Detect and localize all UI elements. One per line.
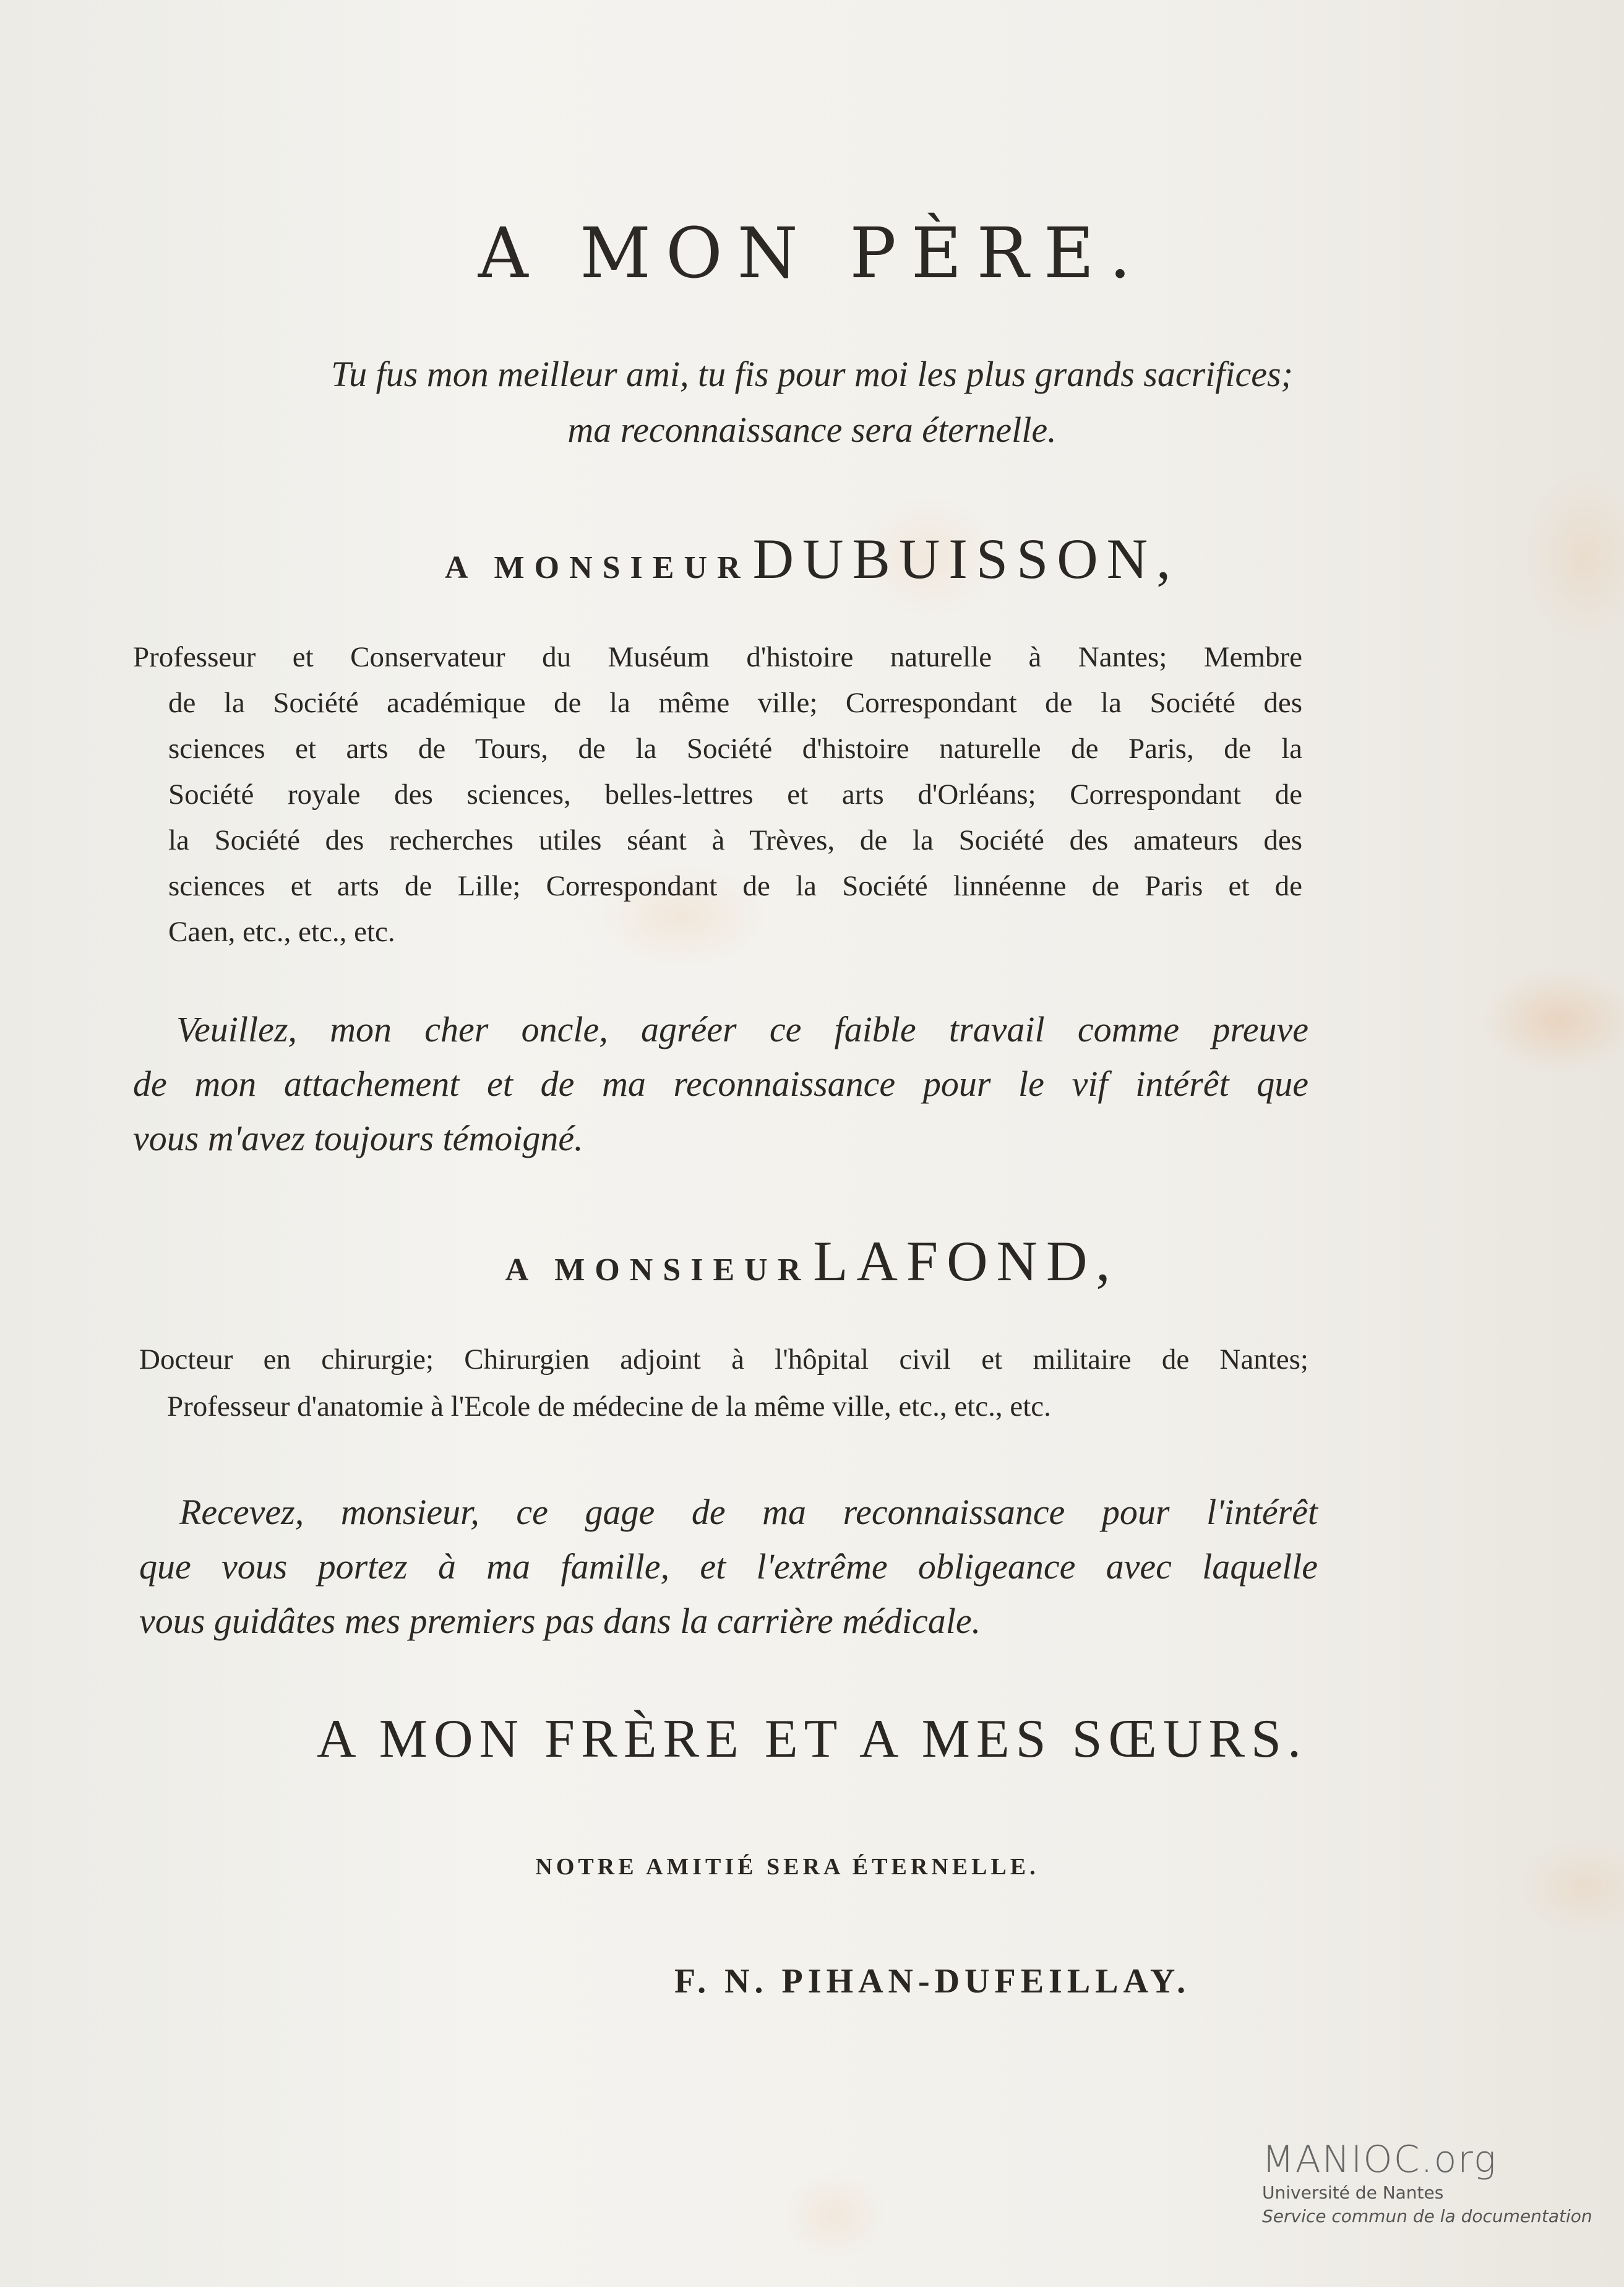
siblings-line-wrap <box>0 1853 1599 1880</box>
lafond-message-line-3: vous guidâtes mes premiers pas dans la carrière médicale. <box>139 1601 981 1641</box>
lafond-heading <box>0 1228 1624 1294</box>
signature: F. N. PIHAN-DUFEILLAY. <box>674 1962 1191 2001</box>
dubuisson-prefix: A MONSIEUR <box>444 550 750 585</box>
father-line-2: ma reconnaissance sera éternelle. <box>567 410 1057 450</box>
watermark-line-2: Service commun de la documentation <box>1262 2206 1592 2226</box>
dubuisson-message <box>133 1002 1308 1166</box>
lafond-titles-line-1: Docteur en chirurgie; Chirurgien adjoint à l'hôpital civil et militaire de Nantes; <box>139 1343 1308 1376</box>
lafond-name: LAFOND, <box>813 1230 1119 1293</box>
father-dedication-title <box>0 213 1624 294</box>
father-title: A MON PÈRE. <box>478 213 1146 294</box>
dubuisson-titles-cont <box>168 680 1302 955</box>
dubuisson-titles <box>133 634 1302 680</box>
dubuisson-titles-line-4: Société royale des sciences, belles-lettres et arts d'Orléans; Correspondant de <box>168 778 1302 811</box>
lafond-titles-line-2: Professeur d'anatomie à l'Ecole de médecine de la même ville, etc., etc., etc. <box>167 1390 1051 1423</box>
lafond-message <box>139 1485 1318 1648</box>
dubuisson-titles-line-5: la Société des recherches utiles séant à Trèves, de la Société des amateurs des <box>168 824 1302 856</box>
siblings-line: NOTRE AMITIÉ SERA ÉTERNELLE. <box>535 1854 1039 1880</box>
lafond-prefix: A MONSIEUR <box>505 1252 811 1288</box>
dubuisson-titles-line-3: sciences et arts de Tours, de la Société d'histoire naturelle de Paris, de la <box>168 733 1302 765</box>
manioc-watermark <box>1262 2138 1609 2228</box>
siblings-title: A MON FRÈRE ET A MES SŒURS. <box>317 1709 1307 1769</box>
dubuisson-titles-line-2: de la Société académique de la même ville; Correspondant de la Société des <box>168 687 1302 719</box>
lafond-titles-cont <box>167 1384 1287 1429</box>
dubuisson-heading <box>0 526 1624 592</box>
dubuisson-titles-line-1: Professeur et Conservateur du Muséum d'histoire naturelle à Nantes; Membre <box>133 641 1302 673</box>
siblings-dedication <box>0 1708 1624 1770</box>
father-line-1: Tu fus mon meilleur ami, tu fis pour moi les plus grands sacrifices; <box>331 354 1293 394</box>
lafond-titles <box>139 1337 1308 1382</box>
dubuisson-message-line-1: Veuillez, mon cher oncle, agréer ce faible travail comme preuve <box>176 1009 1308 1049</box>
father-dedication-text <box>0 347 1624 458</box>
lafond-message-line-1: Recevez, monsieur, ce gage de ma reconnaissance pour l'intérêt <box>179 1492 1318 1532</box>
dubuisson-name: DUBUISSON, <box>752 527 1180 590</box>
lafond-message-line-2: que vous portez à ma famille, et l'extrême obligeance avec laquelle <box>139 1546 1318 1587</box>
dubuisson-message-line-3: vous m'avez toujours témoigné. <box>133 1118 583 1158</box>
watermark-line-1: Université de Nantes <box>1262 2182 1444 2203</box>
manioc-logo: MANIOC.org <box>1262 2138 1497 2181</box>
dubuisson-titles-line-6: sciences et arts de Lille; Correspondant de la Société linnéenne de Paris et de <box>168 870 1302 902</box>
dubuisson-titles-line-7: Caen, etc., etc., etc. <box>168 916 395 948</box>
signature-wrap <box>674 1962 1190 2001</box>
dubuisson-message-line-2: de mon attachement et de ma reconnaissance pour le vif intérêt que <box>133 1064 1308 1104</box>
